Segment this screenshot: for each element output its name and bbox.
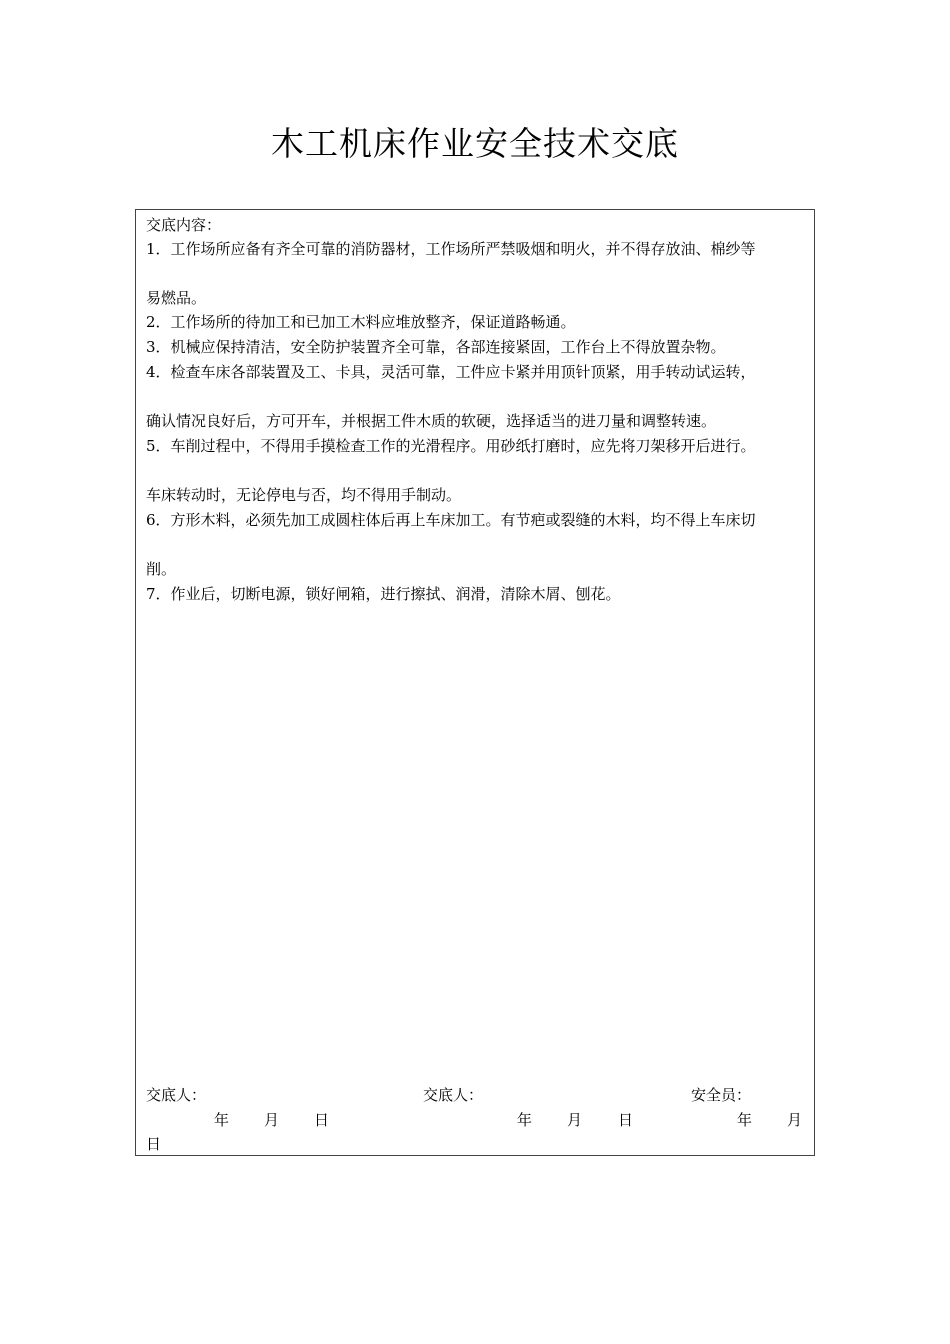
date-year-3: 年 (737, 1111, 753, 1129)
date-year-1: 年 (214, 1111, 230, 1129)
content-line-11: 7．作业后，切断电源，锁好闸箱，进行擦拭、润滑，清除木屑、刨花。 (146, 585, 621, 603)
date-year-2: 年 (517, 1111, 533, 1129)
date-month-1: 月 (264, 1111, 280, 1129)
date-day-1: 日 (314, 1111, 330, 1129)
content-line-8: 车床转动时，无论停电与否，均不得用手制动。 (146, 486, 462, 504)
date-day-2: 日 (618, 1111, 634, 1129)
date-month-3: 月 (787, 1111, 803, 1129)
content-line-1: 1．工作场所应备有齐全可靠的消防器材，工作场所严禁吸烟和明火，并不得存放油、棉纱等 (146, 240, 756, 258)
content-line-2: 易燃品。 (146, 289, 207, 307)
content-line-10: 削。 (146, 560, 177, 578)
disclosure-table (135, 209, 815, 1156)
content-line-3: 2．工作场所的待加工和已加工木料应堆放整齐，保证道路畅通。 (146, 313, 576, 331)
date-month-2: 月 (567, 1111, 583, 1129)
content-line-4: 3．机械应保持清洁，安全防护装置齐全可靠，各部连接紧固，工作台上不得放置杂物。 (146, 338, 726, 356)
discloser-label: 交底人： (146, 1086, 207, 1104)
content-line-6: 确认情况良好后，方可开车，并根据工件木质的软硬，选择适当的进刀量和调整转速。 (146, 412, 717, 430)
date-day-3: 日 (146, 1135, 162, 1153)
content-line-5: 4．检查车床各部装置及工、卡具，灵活可靠，工件应卡紧并用顶针顶紧，用手转动试运转， (146, 363, 756, 381)
content-line-9: 6．方形木料，必须先加工成圆柱体后再上车床加工。有节疤或裂缝的木料，均不得上车床切 (146, 511, 756, 529)
content-line-7: 5．车削过程中，不得用手摸检查工作的光滑程序。用砂纸打磨时，应先将刀架移开后进行。 (146, 437, 756, 455)
page-title: 木工机床作业安全技术交底 (271, 124, 679, 163)
content-heading: 交底内容： (146, 216, 222, 234)
receiver-label: 交底人： (423, 1086, 484, 1104)
safety-officer-label: 安全员： (691, 1086, 752, 1104)
